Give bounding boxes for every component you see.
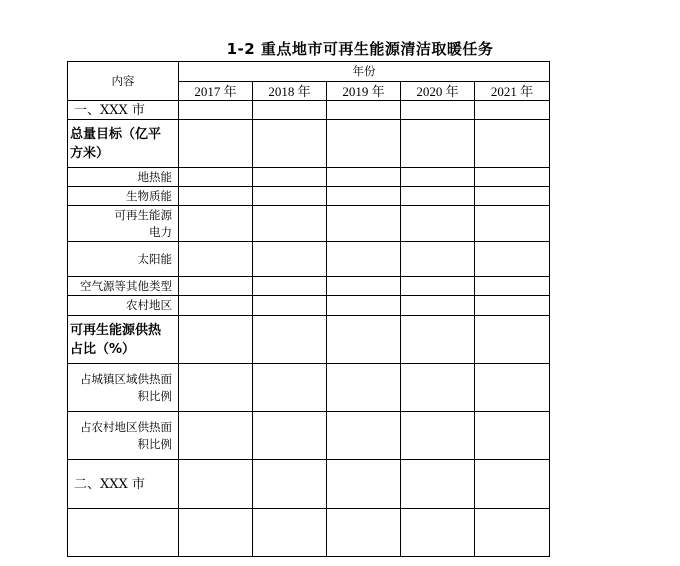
table-cell (253, 460, 327, 509)
table-cell (401, 120, 475, 168)
table-row (68, 460, 550, 509)
table-row (68, 101, 550, 120)
year-header-2018: 2018 年 (253, 82, 327, 101)
table-row (68, 120, 550, 168)
table-title: 1-2 重点地市可再生能源清洁取暖任务 (226, 40, 494, 58)
table-cell (401, 316, 475, 364)
year-group-header: 年份 (179, 62, 550, 82)
table-cell (179, 277, 253, 296)
table-cell (179, 460, 253, 509)
table-cell (475, 101, 550, 120)
table-cell (179, 206, 253, 242)
table-cell (475, 364, 550, 412)
table-cell (179, 316, 253, 364)
table-cell (253, 316, 327, 364)
table-cell (401, 412, 475, 460)
table-cell (253, 296, 327, 316)
rural-share-label: 占农村地区供热面 积比例 (68, 412, 179, 460)
table-cell (475, 277, 550, 296)
table-cell (179, 242, 253, 277)
urban-share-label: 占城镇区域供热面 积比例 (68, 364, 179, 412)
table-cell (68, 509, 179, 557)
table-row (68, 364, 550, 412)
table-cell (401, 364, 475, 412)
table-cell (253, 168, 327, 187)
table-cell (475, 168, 550, 187)
section-2-label: 二、XXX 市 (68, 460, 179, 509)
table-row (68, 206, 550, 242)
year-header-2017: 2017 年 (179, 82, 253, 101)
year-header-2019: 2019 年 (327, 82, 401, 101)
table-cell (475, 187, 550, 206)
table-cell (475, 412, 550, 460)
table-cell (179, 509, 253, 557)
solar-label: 太阳能 (68, 242, 179, 277)
table-cell (327, 101, 401, 120)
content-header: 内容 (68, 62, 179, 101)
table-cell (253, 277, 327, 296)
table-cell (401, 187, 475, 206)
renewable-share-label: 可再生能源供热 占比（%） (68, 316, 179, 364)
table-cell (475, 242, 550, 277)
header-row-1 (68, 62, 550, 82)
table-cell (401, 460, 475, 509)
table-cell (401, 206, 475, 242)
total-target-label: 总量目标（亿平 方米） (68, 120, 179, 168)
table-row (68, 187, 550, 206)
table-cell (253, 509, 327, 557)
table-cell (327, 187, 401, 206)
table-cell (327, 206, 401, 242)
table-cell (253, 206, 327, 242)
table-cell (327, 460, 401, 509)
table-cell (253, 242, 327, 277)
renewable-power-label: 可再生能源 电力 (68, 206, 179, 242)
section-1-label: 一、XXX 市 (68, 101, 179, 120)
table-cell (475, 206, 550, 242)
table-cell (401, 509, 475, 557)
table-row (68, 242, 550, 277)
table-cell (401, 168, 475, 187)
table-row (68, 412, 550, 460)
rural-area-label: 农村地区 (68, 296, 179, 316)
table-cell (475, 460, 550, 509)
year-header-2020: 2020 年 (401, 82, 475, 101)
air-source-label: 空气源等其他类型 (68, 277, 179, 296)
table-cell (401, 277, 475, 296)
table-cell (475, 120, 550, 168)
table-cell (253, 120, 327, 168)
biomass-label: 生物质能 (68, 187, 179, 206)
table-cell (179, 412, 253, 460)
table-cell (179, 168, 253, 187)
table-cell (327, 277, 401, 296)
table-cell (327, 316, 401, 364)
table-row (68, 168, 550, 187)
table-cell (253, 412, 327, 460)
table-cell (179, 364, 253, 412)
table-row (68, 509, 550, 557)
table-cell (327, 509, 401, 557)
table-cell (401, 101, 475, 120)
geothermal-label: 地热能 (68, 168, 179, 187)
table-cell (253, 364, 327, 412)
table-cell (179, 296, 253, 316)
table-cell (401, 296, 475, 316)
heating-task-table (67, 61, 550, 557)
table-cell (253, 101, 327, 120)
table-cell (327, 296, 401, 316)
table-cell (179, 187, 253, 206)
table-cell (179, 120, 253, 168)
table-row (68, 277, 550, 296)
table-cell (327, 168, 401, 187)
year-header-2021: 2021 年 (475, 82, 550, 101)
table-row (68, 296, 550, 316)
table-cell (179, 101, 253, 120)
table-cell (327, 364, 401, 412)
table-row (68, 316, 550, 364)
table-cell (327, 120, 401, 168)
table-cell (253, 187, 327, 206)
table-cell (475, 316, 550, 364)
table-cell (475, 296, 550, 316)
table-cell (401, 242, 475, 277)
table-cell (327, 412, 401, 460)
table-cell (327, 242, 401, 277)
table-cell (475, 509, 550, 557)
